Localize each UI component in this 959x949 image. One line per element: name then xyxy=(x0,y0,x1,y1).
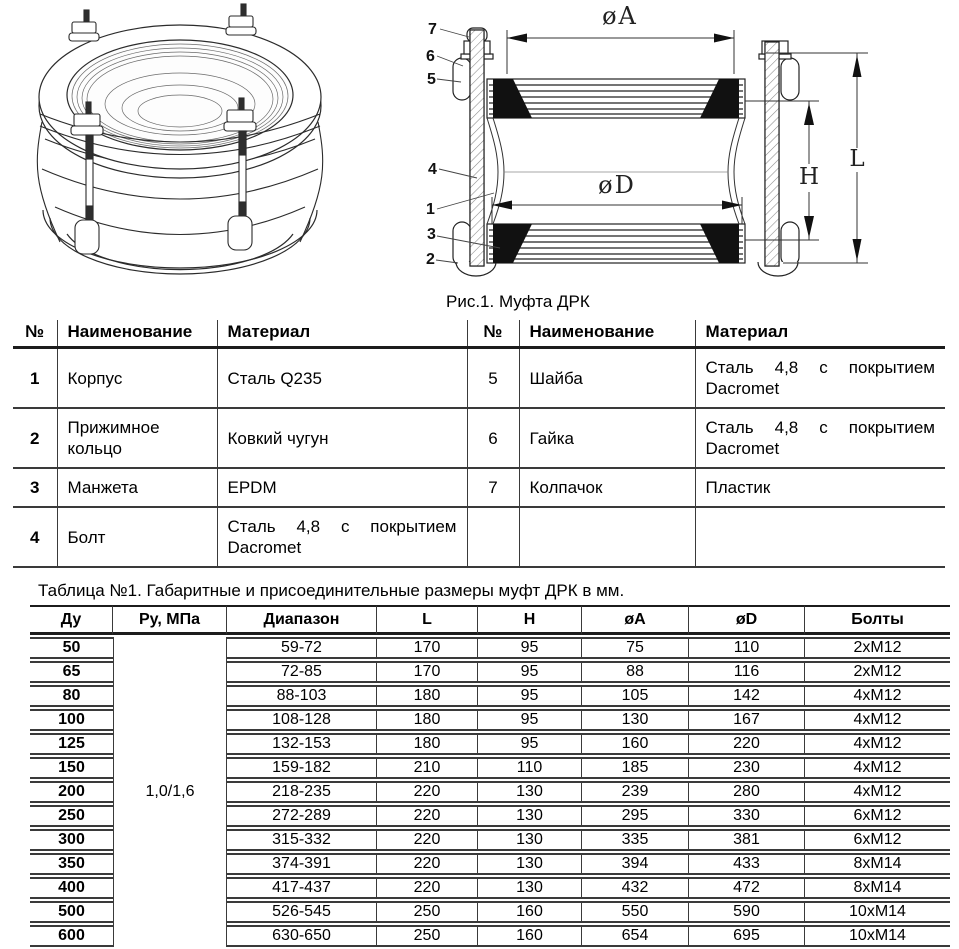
dim-label-d: øD xyxy=(598,171,636,199)
size-data-cell: 95 xyxy=(478,685,582,707)
size-data-cell: 170 xyxy=(377,637,478,659)
parts-table-row xyxy=(13,507,945,567)
size-du-cell: 50 xyxy=(30,637,113,659)
size-data-cell: 2xM12 xyxy=(805,637,950,659)
size-data-cell: 250 xyxy=(377,925,478,947)
dimension-a xyxy=(507,30,734,74)
size-data-cell: 432 xyxy=(582,877,689,899)
parts-header-name-right: Наименование xyxy=(519,320,695,348)
pressure-cell: 1,0/1,6 xyxy=(113,637,227,947)
size-data-cell: 210 xyxy=(377,757,478,779)
size-data-cell: 130 xyxy=(582,709,689,731)
size-table-header xyxy=(30,605,950,635)
size-data-cell: 417-437 xyxy=(227,877,377,899)
size-data-cell: 10xM14 xyxy=(805,925,950,947)
size-data-cell: 280 xyxy=(689,781,805,803)
size-data-cell: 220 xyxy=(377,853,478,875)
size-data-cell: 130 xyxy=(478,781,582,803)
size-data-cell: 315-332 xyxy=(227,829,377,851)
size-data-cell: 272-289 xyxy=(227,805,377,827)
size-data-cell: 59-72 xyxy=(227,637,377,659)
size-data-cell: 4xM12 xyxy=(805,733,950,755)
size-du-cell: 100 xyxy=(30,709,113,731)
size-data-cell: 335 xyxy=(582,829,689,851)
size-data-cell: 110 xyxy=(478,757,582,779)
size-data-cell: 8xM14 xyxy=(805,853,950,875)
figure-caption: Рис.1. Муфта ДРК xyxy=(446,292,590,311)
dim-label-l: L xyxy=(849,146,865,172)
size-data-cell: 374-391 xyxy=(227,853,377,875)
size-data-cell: 394 xyxy=(582,853,689,875)
parts-cell xyxy=(519,507,695,567)
size-data-cell: 75 xyxy=(582,637,689,659)
isometric-view-drawing xyxy=(20,2,340,287)
size-data-cell: 695 xyxy=(689,925,805,947)
parts-cell: Болт xyxy=(57,507,217,567)
size-data-cell: 550 xyxy=(582,901,689,923)
size-data-cell: 220 xyxy=(689,733,805,755)
size-data-cell: 381 xyxy=(689,829,805,851)
size-data-cell: 239 xyxy=(582,781,689,803)
size-header-l: L xyxy=(377,605,478,635)
size-data-cell: 159-182 xyxy=(227,757,377,779)
size-du-cell: 65 xyxy=(30,661,113,683)
size-data-cell: 230 xyxy=(689,757,805,779)
size-header-da: øA xyxy=(582,605,689,635)
size-data-cell: 4xM12 xyxy=(805,781,950,803)
size-data-cell: 110 xyxy=(689,637,805,659)
size-data-cell: 10xM14 xyxy=(805,901,950,923)
callout-3: 3 xyxy=(427,226,436,243)
callout-1: 1 xyxy=(426,201,435,218)
size-du-cell: 600 xyxy=(30,925,113,947)
parts-table-row xyxy=(13,468,945,507)
parts-table-header xyxy=(13,320,945,348)
parts-cell: Сталь 4,8 с покрытием Dacromet xyxy=(217,507,467,567)
size-header-du: Ду xyxy=(30,605,113,635)
size-data-cell: 295 xyxy=(582,805,689,827)
size-data-cell: 160 xyxy=(478,925,582,947)
size-data-cell: 4xM12 xyxy=(805,757,950,779)
parts-cell: Шайба xyxy=(519,348,695,409)
parts-header-material-left: Материал xyxy=(217,320,467,348)
callout-5: 5 xyxy=(427,71,436,88)
size-du-cell: 125 xyxy=(30,733,113,755)
size-data-cell: 220 xyxy=(377,829,478,851)
size-du-cell: 300 xyxy=(30,829,113,851)
size-du-cell: 250 xyxy=(30,805,113,827)
size-data-cell: 4xM12 xyxy=(805,709,950,731)
size-data-cell: 88-103 xyxy=(227,685,377,707)
size-data-cell: 160 xyxy=(582,733,689,755)
size-data-cell: 130 xyxy=(478,805,582,827)
parts-table-row xyxy=(13,408,945,468)
gasket-band-top xyxy=(487,79,745,118)
size-data-cell: 167 xyxy=(689,709,805,731)
parts-cell: Сталь 4,8 с покрытием Dacromet xyxy=(695,408,945,468)
parts-cell: Сталь Q235 xyxy=(217,348,467,409)
size-table-caption: Таблица №1. Габаритные и присоединительные размеры муфт ДРК в мм. xyxy=(38,581,625,600)
size-data-cell: 6xM12 xyxy=(805,829,950,851)
parts-cell xyxy=(467,507,519,567)
size-data-cell: 170 xyxy=(377,661,478,683)
size-header-pu: Ру, МПа xyxy=(113,605,227,635)
gasket-band-bottom xyxy=(487,224,745,263)
size-du-cell: 200 xyxy=(30,781,113,803)
parts-header-num-right: № xyxy=(467,320,519,348)
size-data-cell: 6xM12 xyxy=(805,805,950,827)
size-data-cell: 472 xyxy=(689,877,805,899)
parts-cell: 6 xyxy=(467,408,519,468)
dimension-d xyxy=(492,197,742,224)
size-data-cell: 130 xyxy=(478,829,582,851)
parts-table-row xyxy=(13,348,945,409)
size-data-cell: 218-235 xyxy=(227,781,377,803)
size-data-cell: 526-545 xyxy=(227,901,377,923)
flange-right xyxy=(758,41,799,276)
parts-header-num-left: № xyxy=(13,320,57,348)
size-data-cell: 160 xyxy=(478,901,582,923)
parts-cell: Ковкий чугун xyxy=(217,408,467,468)
size-du-cell: 150 xyxy=(30,757,113,779)
size-data-cell: 4xM12 xyxy=(805,685,950,707)
parts-cell: 3 xyxy=(13,468,57,507)
callout-7: 7 xyxy=(428,21,437,38)
size-data-cell: 180 xyxy=(377,685,478,707)
size-data-cell: 654 xyxy=(582,925,689,947)
size-data-cell: 330 xyxy=(689,805,805,827)
size-data-cell: 220 xyxy=(377,877,478,899)
parts-table xyxy=(13,320,945,568)
size-data-cell: 433 xyxy=(689,853,805,875)
parts-header-material-right: Материал xyxy=(695,320,945,348)
parts-cell: 1 xyxy=(13,348,57,409)
callout-numbers xyxy=(426,21,437,268)
callout-4: 4 xyxy=(428,161,437,178)
size-header-range: Диапазон xyxy=(227,605,377,635)
size-data-cell: 590 xyxy=(689,901,805,923)
size-data-cell: 142 xyxy=(689,685,805,707)
parts-cell: 7 xyxy=(467,468,519,507)
dim-label-a: øA xyxy=(602,2,638,30)
size-data-cell: 180 xyxy=(377,709,478,731)
size-data-cell: 95 xyxy=(478,733,582,755)
size-table xyxy=(30,603,950,949)
parts-cell: Манжета xyxy=(57,468,217,507)
size-du-cell: 500 xyxy=(30,901,113,923)
size-data-cell: 2xM12 xyxy=(805,661,950,683)
callout-2: 2 xyxy=(426,251,435,268)
size-du-cell: 400 xyxy=(30,877,113,899)
parts-cell: 2 xyxy=(13,408,57,468)
callout-6: 6 xyxy=(426,48,435,65)
size-data-cell: 185 xyxy=(582,757,689,779)
size-data-cell: 132-153 xyxy=(227,733,377,755)
parts-cell: 4 xyxy=(13,507,57,567)
size-data-cell: 116 xyxy=(689,661,805,683)
size-data-cell: 220 xyxy=(377,781,478,803)
size-data-cell: 630-650 xyxy=(227,925,377,947)
parts-cell: Прижимное кольцо xyxy=(57,408,217,468)
size-data-cell: 130 xyxy=(478,877,582,899)
size-header-h: H xyxy=(478,605,582,635)
parts-cell: 5 xyxy=(467,348,519,409)
size-data-cell: 95 xyxy=(478,709,582,731)
size-header-bolts: Болты xyxy=(805,605,950,635)
size-data-cell: 105 xyxy=(582,685,689,707)
cross-section-drawing xyxy=(420,0,890,290)
size-table-row xyxy=(30,637,950,659)
size-du-cell: 80 xyxy=(30,685,113,707)
size-data-cell: 130 xyxy=(478,853,582,875)
size-data-cell: 220 xyxy=(377,805,478,827)
parts-cell: Гайка xyxy=(519,408,695,468)
size-data-cell: 250 xyxy=(377,901,478,923)
size-data-cell: 72-85 xyxy=(227,661,377,683)
size-data-cell: 8xM14 xyxy=(805,877,950,899)
size-header-dd: øD xyxy=(689,605,805,635)
parts-cell: Корпус xyxy=(57,348,217,409)
size-data-cell: 95 xyxy=(478,637,582,659)
size-data-cell: 95 xyxy=(478,661,582,683)
parts-cell: Сталь 4,8 с покрытием Dacromet xyxy=(695,348,945,409)
size-du-cell: 350 xyxy=(30,853,113,875)
size-data-cell: 88 xyxy=(582,661,689,683)
parts-cell: Колпачок xyxy=(519,468,695,507)
figure-area xyxy=(0,0,959,290)
dim-label-h: H xyxy=(798,164,820,190)
size-data-cell: 180 xyxy=(377,733,478,755)
parts-cell xyxy=(695,507,945,567)
parts-cell: EPDM xyxy=(217,468,467,507)
parts-header-name-left: Наименование xyxy=(57,320,217,348)
parts-cell: Пластик xyxy=(695,468,945,507)
size-data-cell: 108-128 xyxy=(227,709,377,731)
